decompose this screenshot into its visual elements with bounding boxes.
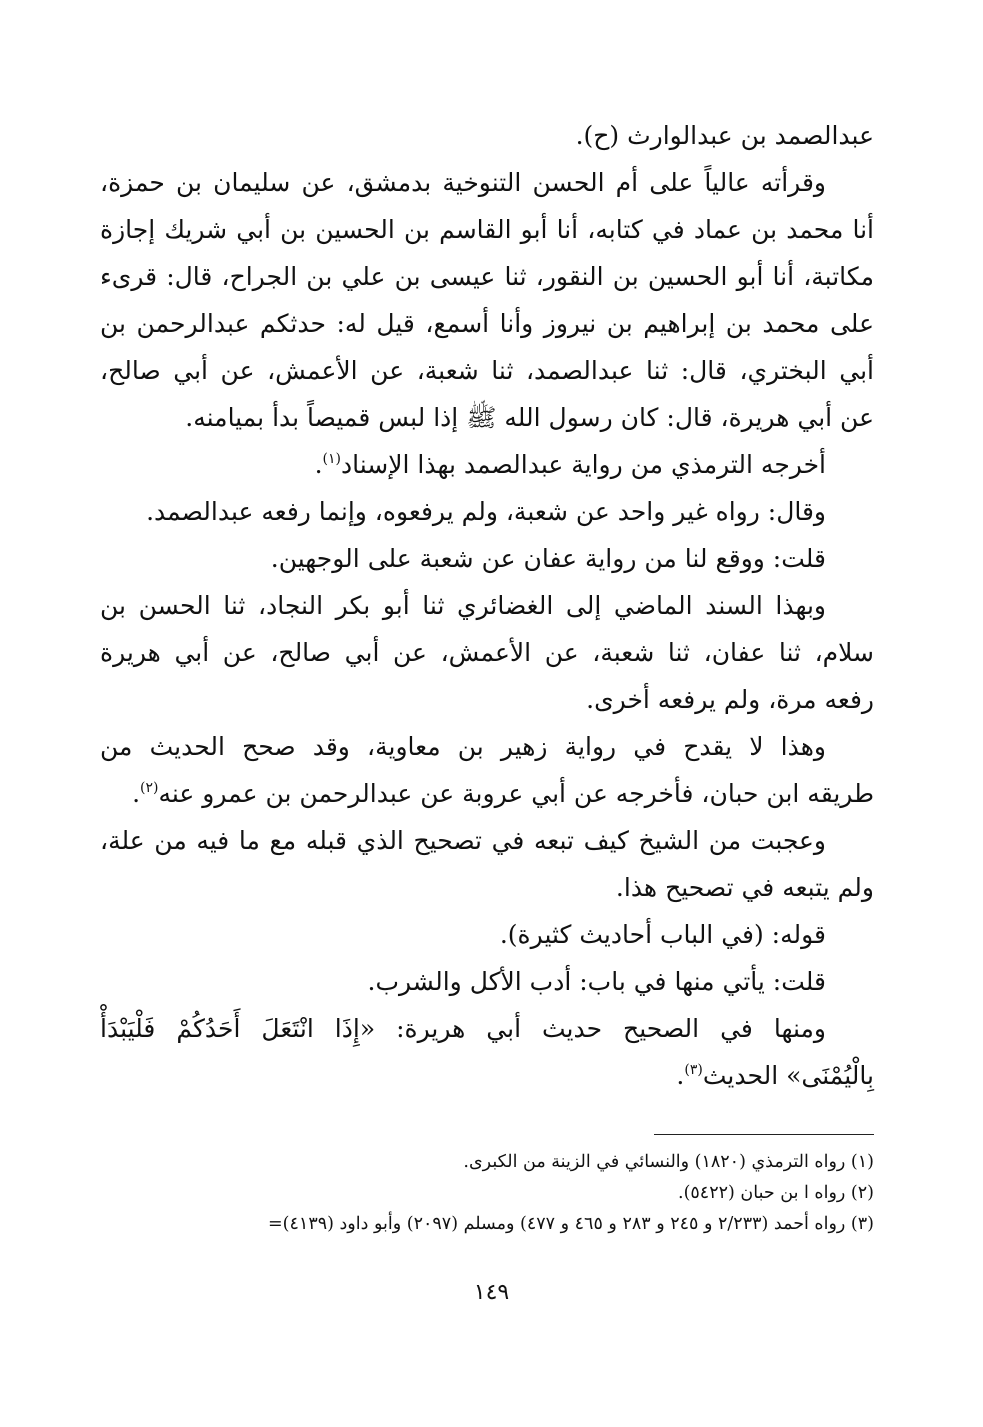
line-end: . [314, 450, 323, 479]
text-line: عن أبي هريرة، قال: كان رسول الله ﷺ إذا لبس قميصاً بدأ بميامنه. [185, 403, 874, 432]
footnote-ref-3: (٣) [684, 1062, 703, 1078]
text-line: وقال: رواه غير واحد عن شعبة، ولم يرفعوه، وإنما رفعه عبدالصمد. [146, 497, 826, 526]
text-line: وقرأته عالياً على أم الحسن التنوخية بدمشق، عن سليمان بن حمزة، [100, 168, 826, 197]
paragraph-2 [100, 159, 874, 441]
text-line: قلت: يأتي منها في باب: أدب الأكل والشرب. [367, 967, 826, 996]
main-text [100, 112, 874, 1099]
text-line: عبدالصمد بن عبدالوارث (ح). [575, 121, 874, 150]
text-line: وهذا لا يقدح في رواية زهير بن معاوية، وقد صحح الحديث من [100, 732, 826, 761]
text-line: على محمد بن إبراهيم بن نيروز وأنا أسمع، قيل له: حدثكم عبدالرحمن بن [100, 309, 874, 338]
text-line: وبهذا السند الماضي إلى الغضائري ثنا أبو بكر النجاد، ثنا الحسن بن [100, 591, 826, 620]
text-line: رفعه مرة، ولم يرفعه أخرى. [586, 685, 874, 714]
footnote-3: (٣) رواه أحمد (٢/٢٣٣ و ٢٤٥ و ٢٨٣ و ٤٦٥ و ٤٧٧) ومسلم (٢٠٩٧) وأبو داود (٤١٣٩)= [268, 1214, 874, 1234]
text-line [100, 770, 874, 817]
page-number: ١٤٩ [473, 1280, 510, 1305]
paragraph-11 [100, 1005, 874, 1099]
footnote-ref-2: (٢) [140, 780, 159, 796]
paragraph-5 [100, 535, 874, 582]
paragraph-3 [100, 441, 874, 488]
text-line [100, 1052, 874, 1099]
text-line: قلت: ووقع لنا من رواية عفان عن شعبة على الوجهين. [270, 544, 826, 573]
line-end: . [676, 1061, 685, 1090]
line-end: . [132, 779, 141, 808]
text-line: مكاتبة، أنا أبو الحسين بن النقور، ثنا عيسى بن علي بن الجراح، قال: قرىء [100, 262, 874, 291]
paragraph-6 [100, 582, 874, 723]
footnote-separator [654, 1134, 874, 1135]
paragraph-9 [100, 911, 874, 958]
footnotes [100, 1147, 874, 1240]
text-line: أنا محمد بن عماد في كتابه، أنا أبو القاسم بن الحسين بن أبي شريك إجازة [100, 215, 874, 244]
line-text: بِالْيُمْنَى» الحديث [702, 1061, 874, 1090]
paragraph-1 [100, 112, 874, 159]
paragraph-10 [100, 958, 874, 1005]
text-line [100, 441, 874, 488]
footnote-2: (٢) رواه ا بن حبان (٥٤٢٢). [678, 1183, 874, 1203]
line-text: أخرجه الترمذي من رواية عبدالصمد بهذا الإسناد [341, 450, 826, 479]
text-line: سلام، ثنا عفان، ثنا شعبة، عن الأعمش، عن أبي صالح، عن أبي هريرة [100, 638, 874, 667]
footnote-ref-1: (١) [322, 451, 341, 467]
text-line: ولم يتبعه في تصحيح هذا. [615, 873, 874, 902]
paragraph-4 [100, 488, 874, 535]
text-line: قوله: (في الباب أحاديث كثيرة). [499, 920, 826, 949]
page-content [100, 112, 874, 1234]
text-line: أبي البختري، قال: ثنا عبدالصمد، ثنا شعبة، عن الأعمش، عن أبي صالح، [100, 356, 874, 385]
paragraph-7 [100, 723, 874, 817]
paragraph-8 [100, 817, 874, 911]
text-line: ومنها في الصحيح حديث أبي هريرة: «إِذَا انْتَعَلَ أَحَدُكُمْ فَلْيَبْدَأْ [100, 1014, 826, 1043]
line-text: طريقه ابن حبان، فأخرجه عن أبي عروبة عن عبدالرحمن بن عمرو عنه [158, 779, 874, 808]
text-line: وعجبت من الشيخ كيف تبعه في تصحيح الذي قبله مع ما فيه من علة، [100, 826, 826, 855]
footnote-1: (١) رواه الترمذي (١٨٢٠) والنسائي في الزينة من الكبرى. [463, 1152, 874, 1172]
